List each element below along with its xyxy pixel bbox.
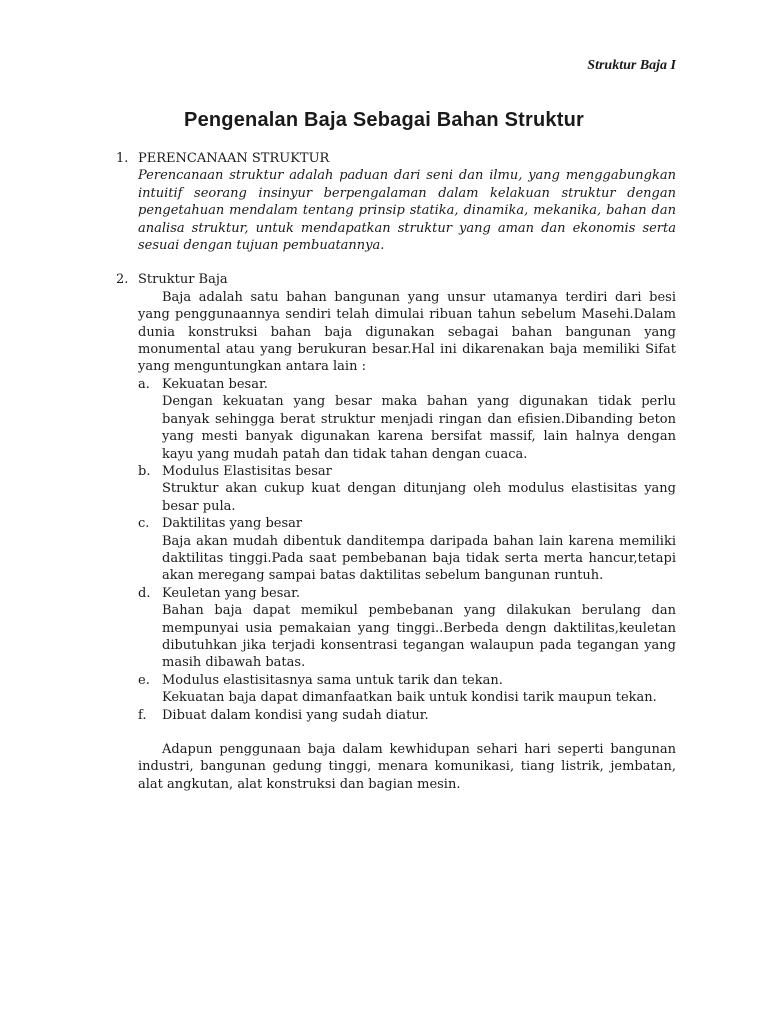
section-paragraph: Baja adalah satu bahan bangunan yang unsur utamanya terdiri dari besi yang penggunaannya sendiri telah dimulai ribuan tahun sebelum Masehi.Dalam dunia konstruksi bahan baja digunakan sebagai bahan bangunan yang monumental atau yang berukuran besar.Hal ini dikarenakan baja memiliki Sifat yang menguntungkan antara lain : xyxy=(138,289,676,375)
item-title: Keuletan yang besar. xyxy=(162,585,301,601)
list-item xyxy=(138,585,676,672)
list-item xyxy=(138,515,676,585)
item-title: Dibuat dalam kondisi yang sudah diatur. xyxy=(162,707,429,723)
list-item xyxy=(138,376,676,463)
section-number: 2. xyxy=(116,272,129,288)
section-title: Struktur Baja xyxy=(138,272,228,288)
item-title: Kekuatan besar. xyxy=(162,376,268,392)
item-text: Struktur akan cukup kuat dengan ditunjang oleh modulus elastisitas yang besar pula. xyxy=(162,481,676,514)
section-1 xyxy=(116,150,676,254)
item-text: Bahan baja dapat memikul pembebanan yang dilakukan berulang dan mempunyai usia pemakaian yang tinggi..Berbeda dengn daktilitas,keuletan dibutuhkan jika terjadi konsentrasi tegangan walaupun pada tegangan yang masih dibawah batas. xyxy=(162,603,676,671)
item-letter: c. xyxy=(138,516,150,532)
document-body xyxy=(116,150,676,793)
list-item xyxy=(138,707,676,724)
section-number: 1. xyxy=(116,151,129,166)
item-text: Baja akan mudah dibentuk danditempa daripada bahan lain karena memiliki daktilitas tinggi.Pada saat pembebanan baja tidak serta merta hancur,tetapi akan meregang sampai batas daktilitas sebelum bangunan runtuh. xyxy=(162,533,676,584)
item-letter: a. xyxy=(138,376,150,392)
item-letter: f. xyxy=(138,707,147,723)
item-text: Dengan kekuatan yang besar maka bahan yang digunakan tidak perlu banyak sehingga berat struktur menjadi ringan dan efisien.Dibanding beton yang mesti banyak digunakan karena bersifat massif, lain halnya dengan kayu yang mudah patah dan tidak tahan dengan cuaca. xyxy=(162,394,676,462)
section-title: PERENCANAAN STRUKTUR xyxy=(138,151,330,166)
item-text: Kekuatan baja dapat dimanfaatkan baik untuk kondisi tarik maupun tekan. xyxy=(162,690,657,706)
item-title: Modulus elastisitasnya sama untuk tarik dan tekan. xyxy=(162,672,503,688)
item-letter: b. xyxy=(138,463,151,479)
spacer xyxy=(116,254,676,271)
section-paragraph: Perencanaan struktur adalah paduan dari seni dan ilmu, yang menggabungkan intuitif seorang insinyur berpengalaman dalam kelakuan struktur dengan pengetahuan mendalam tentang prinsip statika, dinamika, mekanika, bahan dan analisa struktur, untuk mendapatkan struktur yang aman dan ekonomis serta sesuai dengan tujuan pembuatannya. xyxy=(138,168,676,254)
running-header: Struktur Baja I xyxy=(587,58,676,73)
closing-paragraph: Adapun penggunaan baja dalam kewhidupan sehari hari seperti bangunan industri, bangunan gedung tinggi, menara komunikasi, tiang listrik, jembatan, alat angkutan, alat konstruksi dan bagian mesin. xyxy=(138,742,676,792)
item-letter: d. xyxy=(138,585,151,601)
item-title: Daktilitas yang besar xyxy=(162,516,303,532)
item-title: Modulus Elastisitas besar xyxy=(162,463,332,479)
item-letter: e. xyxy=(138,672,150,688)
list-item xyxy=(138,672,676,707)
page-title: Pengenalan Baja Sebagai Bahan Struktur xyxy=(184,109,584,131)
list-item xyxy=(138,463,676,515)
section-2 xyxy=(116,271,676,793)
